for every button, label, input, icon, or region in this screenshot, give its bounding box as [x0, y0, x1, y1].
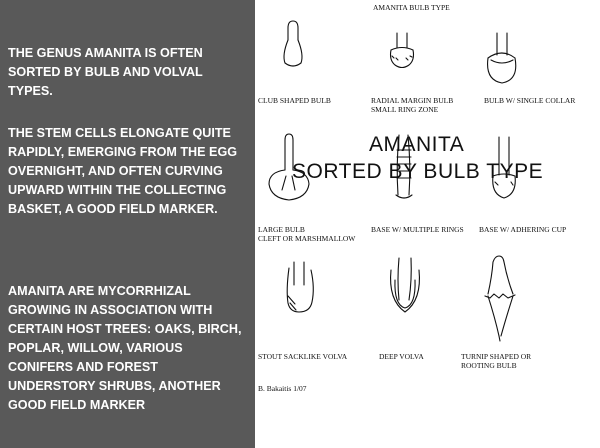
- single-collar-bulb-sketch: [488, 33, 516, 83]
- paragraph-stem-cells: THE STEM CELLS ELONGATE QUITE RAPIDLY, EMERGING FROM THE EGG OVERNIGHT, AND OFTEN CURVING UPWARD WITHIN THE COLLECTING BASKET, A GOOD FIELD MARKER.: [8, 126, 238, 216]
- club-bulb-sketch: [284, 21, 302, 66]
- sacklike-volva-sketch: [287, 262, 313, 312]
- label-club-shaped: CLUB SHAPED BULB: [258, 96, 331, 105]
- overlay-subtitle: SORTED BY BULB TYPE: [292, 160, 544, 183]
- radial-margin-bulb-sketch: [391, 33, 414, 68]
- label-multiple-rings: BASE W/ MULTIPLE RINGS: [371, 225, 464, 234]
- overlay-title: AMANITA: [369, 133, 465, 156]
- label-sacklike-volva: STOUT SACKLIKE VOLVA: [258, 352, 348, 361]
- paragraph-bulb-types: THE GENUS AMANITA IS OFTEN SORTED BY BULB AND VOLVAL TYPES.: [8, 46, 203, 98]
- bulb-sketches: [255, 0, 600, 448]
- turnip-bulb-sketch: [485, 256, 515, 341]
- label-large-bulb: LARGE BULB CLEFT OR MARSHMALLOW: [258, 225, 356, 243]
- diagram-panel: [255, 0, 600, 448]
- label-deep-volva: DEEP VOLVA: [379, 352, 424, 361]
- diagram-header: AMANITA BULB TYPE: [373, 3, 450, 12]
- credit-text: B. Bakaitis 1/07: [258, 384, 307, 393]
- paragraph-mycorrhizal: AMANITA ARE MYCORRHIZAL GROWING IN ASSOCIATION WITH CERTAIN HOST TREES: OAKS, BIRCH, POPLAR, WILLOW, VARIOUS CONIFERS AND FOREST UNDERSTORY SHRUBS, ANOTHER GOOD FIELD MARKER: [8, 284, 242, 412]
- text-panel: [0, 0, 255, 448]
- label-adhering-cup: BASE W/ ADHERING CUP: [479, 225, 567, 234]
- label-turnip-shaped: TURNIP SHAPED OR ROOTING BULB: [461, 352, 532, 370]
- label-single-collar: BULB W/ SINGLE COLLAR: [484, 96, 576, 105]
- deep-volva-sketch: [391, 258, 420, 312]
- label-radial-margin: RADIAL MARGIN BULB SMALL RING ZONE: [371, 96, 454, 114]
